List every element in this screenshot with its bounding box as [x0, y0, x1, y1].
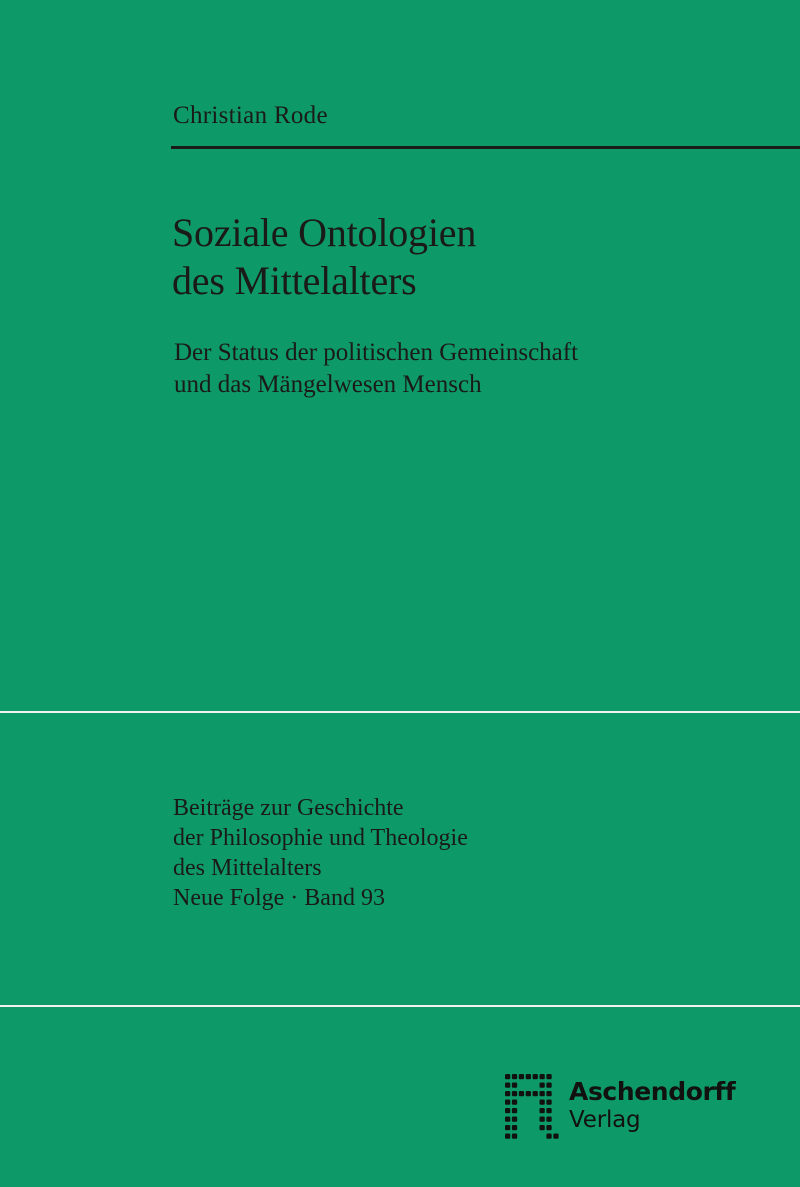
series-line: der Philosophie und Theologie — [173, 825, 468, 851]
logo-dot — [546, 1134, 551, 1139]
logo-dot — [546, 1100, 551, 1105]
logo-dot — [546, 1083, 551, 1088]
publisher-name: Aschendorff — [569, 1077, 736, 1106]
logo-dot — [519, 1074, 524, 1079]
logo-dot — [546, 1108, 551, 1113]
logo-dot — [546, 1091, 551, 1096]
section-divider-top — [0, 711, 800, 713]
section-divider-bottom — [0, 1005, 800, 1007]
publisher-text — [569, 1078, 735, 1134]
logo-dot — [505, 1108, 510, 1113]
logo-dot — [546, 1117, 551, 1122]
logo-dot — [553, 1134, 558, 1139]
aschendorff-dot-logo-icon — [503, 1072, 559, 1144]
logo-dot — [512, 1100, 517, 1105]
author-name: Christian Rode — [173, 102, 328, 129]
subtitle-line: Der Status der politischen Gemeinschaft — [174, 339, 579, 366]
logo-dot — [540, 1091, 545, 1096]
logo-dot — [540, 1125, 545, 1130]
publisher-logo — [503, 1072, 735, 1144]
logo-dot — [526, 1074, 531, 1079]
logo-dot — [540, 1074, 545, 1079]
logo-dot — [546, 1074, 551, 1079]
series-line: des Mittelalters — [173, 855, 322, 881]
logo-dot — [540, 1100, 545, 1105]
logo-dot — [505, 1134, 510, 1139]
series-line: Beiträge zur Geschichte — [173, 795, 404, 821]
logo-dot — [512, 1083, 517, 1088]
logo-dot — [505, 1100, 510, 1105]
logo-dot — [505, 1091, 510, 1096]
logo-dot — [505, 1117, 510, 1122]
subtitle-line: und das Mängelwesen Mensch — [174, 371, 482, 398]
logo-dot — [540, 1117, 545, 1122]
logo-dot — [533, 1091, 538, 1096]
logo-dot — [519, 1091, 524, 1096]
publisher-subtitle: Verlag — [569, 1107, 641, 1133]
book-title — [172, 209, 476, 305]
title-line: des Mittelalters — [172, 258, 417, 303]
author-divider — [171, 146, 800, 149]
logo-dot — [526, 1091, 531, 1096]
logo-dot — [505, 1074, 510, 1079]
logo-dot — [512, 1108, 517, 1113]
logo-dot — [512, 1134, 517, 1139]
logo-dot — [540, 1108, 545, 1113]
logo-dot — [533, 1074, 538, 1079]
logo-dot — [546, 1125, 551, 1130]
title-line: Soziale Ontologien — [172, 210, 477, 255]
logo-dot — [512, 1091, 517, 1096]
logo-dot — [540, 1083, 545, 1088]
book-subtitle — [174, 337, 578, 401]
logo-dot — [512, 1117, 517, 1122]
series-line: Neue Folge · Band 93 — [173, 885, 385, 911]
logo-dot — [505, 1083, 510, 1088]
logo-dot — [512, 1125, 517, 1130]
series-info — [173, 793, 468, 913]
logo-dot — [505, 1125, 510, 1130]
logo-dot — [512, 1074, 517, 1079]
